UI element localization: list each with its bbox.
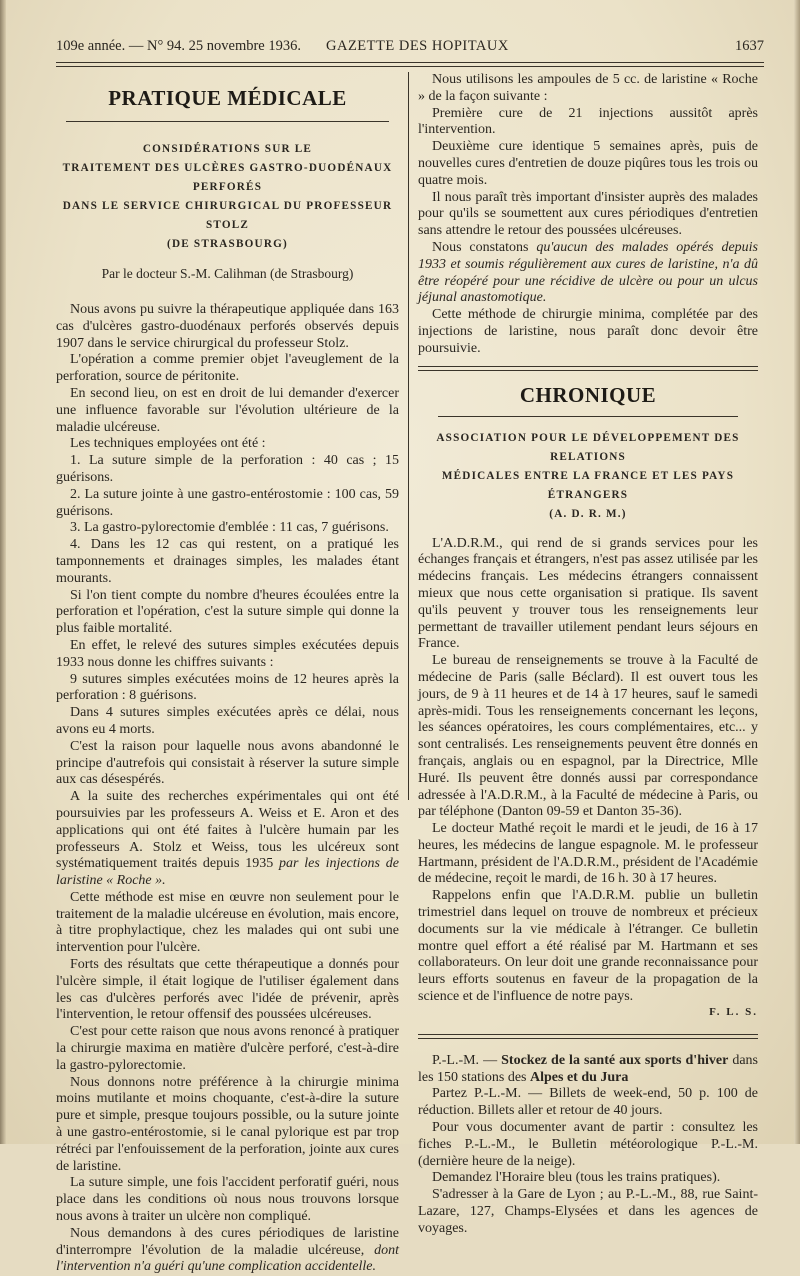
page-number: 1637 — [735, 38, 764, 54]
page-edge-right — [794, 0, 800, 1144]
ad-heading-mid: dans les 150 stations des — [418, 1052, 759, 1085]
article-title-line: TRAITEMENT DES ULCÈRES GASTRO-DUODÉNAUX PERFORÉS — [62, 162, 393, 193]
article-title-line: MÉDICALES ENTRE LA FRANCE ET LES PAYS ÉTRANGERS — [441, 469, 735, 501]
paragraph: Le bureau de renseignements se trouve à la Faculté de médecine de Paris (salle Béclard). Il est ouvert tous les jours, de 9 à 11 heures et de 14 à 17 heures, sauf le samedi après-midi. Tous les renseignements concernant les leçons, les séances opératoires, les cours complémentaires, etc... y sont centralisés. Les renseignements peuvent être donnés en français, anglais ou en espagnol, par la Directrice, Mlle Huré. Ils peuvent être donnés aussi par correspondance adressée à l'A.D.R.M., à la Faculté de médecine à Paris, ou par téléphone (Danton 09-59 et Danton 35-36). — [418, 653, 758, 820]
paragraph-text: Nous demandons à des cures périodiques de laristine d'interrompre l'évolution de la maladie ulcéreuse, — [56, 1225, 399, 1258]
left-column — [56, 72, 399, 1276]
ad-heading — [418, 1053, 758, 1087]
page-edge-left — [0, 0, 6, 1144]
paragraph: En second lieu, on est en droit de lui demander d'exercer une influence favorable sur l'évolution ultérieure de la maladie ulcéreuse. — [56, 385, 399, 435]
chronique-title: CHRONIQUE — [519, 382, 657, 407]
article-title-line: (A. D. R. M.) — [549, 507, 627, 520]
article-title-line: (DE STRASBOURG) — [167, 238, 288, 250]
ad-heading-prefix: P.-L.-M. — — [432, 1052, 498, 1068]
paragraph: 3. La gastro-pylorectomie d'emblée : 11 cas, 7 guérisons. — [70, 520, 389, 536]
ad-paragraph: S'adresser à la Gare de Lyon ; au P.-L.-M., 88, rue Saint-Lazare, 127, Champs-Elysées et dans les agences de voyages. — [418, 1187, 758, 1236]
paragraph: Première cure de 21 injections aussitôt après l'intervention. — [418, 105, 758, 138]
paragraph: Nous avons pu suivre la thérapeutique appliquée dans 163 cas d'ulcères gastro-duodénaux perforés observés depuis 1907 dans le service chirurgical du professeur Stolz. — [56, 302, 399, 351]
paragraph: L'opération a comme premier objet l'aveuglement de la perforation, source de péritonite. — [56, 352, 399, 385]
ad-paragraph: Partez P.-L.-M. — Billets de week-end, 50 p. 100 de réduction. Billets aller et retour de 40 jours. — [418, 1086, 758, 1119]
article-title-line: CONSIDÉRATIONS SUR LE — [142, 143, 313, 155]
paragraph: Cette méthode de chirurgie minima, complétée par des injections de laristine, nous paraît donc devoir être poursuivie. — [418, 307, 758, 356]
byline: Par le docteur S.-M. Calihman (de Strasbourg) — [101, 266, 354, 281]
paragraph-text: Nous constatons — [432, 239, 529, 255]
paragraph — [56, 789, 399, 890]
paragraph: Il nous paraît très important d'insister auprès des malades pour qu'ils se soumettent aux cures périodiques d'entretien sans attendre le retour des poussées ulcéreuses. — [418, 189, 758, 239]
header-rule — [56, 62, 764, 63]
journal-title: GAZETTE DES HOPITAUX — [326, 38, 509, 54]
paragraph: Le docteur Mathé reçoit le mardi et le jeudi, de 16 à 17 heures, les médecins de langue espagnole. M. le professeur Hartmann, président de l'A.D.R.M., président de l'Académie de médecine, reçoit le mardi, de 16 h. 30 à 17 heures. — [418, 821, 758, 887]
paragraph: L'A.D.R.M., qui rend de si grands services pour les échanges français et étrangers, n'est pas assez utilisée par les médecins français. Les médecins étrangers connaissent mieux que nous cette organisation si pratique. Ils savent qu'ils peuvent y trouver tous les renseignements leur permettant de travailler utilement pendant leurs séjours en France. — [418, 535, 758, 652]
paragraph: 4. Dans les 12 cas qui restent, on a pratiqué les tamponnements et drainages simples, les malades étant mourants. — [56, 537, 399, 586]
ad-paragraph: Demandez l'Horaire bleu (tous les trains pratiques). — [432, 1170, 721, 1186]
advertisement — [418, 1053, 758, 1238]
paragraph: Cette méthode est mise en œuvre non seulement pour le traitement de la maladie ulcéreuse en évolution, mais encore, à titre prophylactique, chez les malades qui ont subi une intervention pour l'ulcère. — [56, 889, 399, 956]
section-title: PRATIQUE MÉDICALE — [108, 86, 347, 110]
paragraph: En effet, le relevé des sutures simples exécutées depuis 1933 nous donne les chiffres suivants : — [56, 637, 399, 670]
paragraph — [418, 240, 758, 307]
right-column — [418, 72, 758, 1238]
paragraph: La suture simple, une fois l'accident perforatif guéri, nous place dans les conditions où nous nous trouvons lorsque nous avons à traiter un ulcère non compliqué. — [56, 1175, 399, 1225]
paragraph-italic: dont l'intervention n'a guéri qu'une complication accidentelle. — [56, 1242, 399, 1275]
paragraph: C'est pour cette raison que nous avons renoncé à pratiquer la chirurgie maxima en matière d'ulcère perforé, c'est-à-dire la gastro-pylorectomie. — [56, 1024, 399, 1073]
article-title — [56, 140, 399, 254]
running-header — [56, 36, 764, 58]
paragraph-text: A la suite des recherches expérimentales qui ont été poursuivies par les professeurs A. Weiss et E. Aron et des applications qui ont été faites à l'ulcère humain par les professeurs A. Stolz et Weiss, tous les ulcéreux sont systématiquement traités depuis 1935 — [56, 789, 399, 872]
paragraph: Forts des résultats que cette thérapeutique a donnés pour l'ulcère simple, il était logique de l'utiliser également dans les cas d'ulcères perforés avec l'idée de prévenir, après l'intervention, le retour offensif des poussées ulcéreuses. — [56, 957, 399, 1023]
article-title-line: ASSOCIATION POUR LE DÉVELOPPEMENT DES RELATIONS — [436, 431, 740, 463]
ad-paragraph: Pour vous documenter avant de partir : consultez les fiches P.-L.-M., le Bulletin météorologique P.-L.-M. (dernière heure de la neige). — [418, 1120, 758, 1169]
article-title-line: DANS LE SERVICE CHIRURGICAL DU PROFESSEUR STOLZ — [62, 200, 393, 231]
ad-heading-bold: Stockez de la santé aux sports d'hiver — [501, 1052, 729, 1068]
paragraph: Les techniques employées ont été : — [70, 436, 266, 452]
paragraph — [56, 1226, 399, 1276]
paragraph-italic: par les injections de laristine « Roche ». — [56, 856, 399, 889]
paragraph: Nous utilisons les ampoules de 5 cc. de laristine « Roche » de la façon suivante : — [418, 72, 758, 104]
ad-heading-bold2: Alpes et du Jura — [530, 1069, 629, 1085]
header-rule — [56, 66, 764, 67]
paragraph: Nous donnons notre préférence à la chirurgie minima moins mutilante et moins choquante, c'est-à-dire la suture pure et simple, presque toujours possible, ou la suture jointe à une gastro-entérostomie, si le canal pylorique est par trop rétréci par l'enfouissement de la perforation, jointe aux cures de laristine. — [56, 1074, 399, 1174]
paragraph: Deuxième cure identique 5 semaines après, puis de nouvelles cures d'entretien de douze piqûres tous les trois ou quatre mois. — [418, 139, 758, 188]
signature: F. L. S. — [709, 1005, 758, 1018]
paragraph: Si l'on tient compte du nombre d'heures écoulées entre la perforation et l'opération, c'est la suture simple qui donne la plus faible mortalité. — [56, 587, 399, 637]
paragraph: 1. La suture simple de la perforation : 40 cas ; 15 guérisons. — [56, 453, 399, 485]
paragraph: 9 sutures simples exécutées moins de 12 heures après la perforation : 8 guérisons. — [56, 671, 399, 704]
column-divider — [408, 72, 409, 800]
chronique-article-title — [418, 429, 758, 524]
paragraph: C'est la raison pour laquelle nous avons abandonné le principe d'autrefois qui consistait à réserver la suture simple aux cas désespérés. — [56, 738, 399, 788]
paragraph: Dans 4 sutures simples exécutées après ce délai, nous avons eu 4 morts. — [56, 705, 399, 737]
article-continuation — [418, 72, 758, 358]
paragraph: 2. La suture jointe à une gastro-entérostomie : 100 cas, 59 guérisons. — [56, 486, 399, 519]
article-body — [56, 302, 399, 1276]
chronique-body — [418, 536, 758, 1006]
paragraph-italic: qu'aucun des malades opérés depuis 1933 et soumis régulièrement aux cures de laristine, n'a dû être réopéré pour une récidive de ulcère ou pour un ulcus jéjunal anastomotique. — [418, 239, 758, 306]
paragraph: Rappelons enfin que l'A.D.R.M. publie un bulletin trimestriel dans lequel on trouve de nombreux et précieux documents sur la vie médicale à l'étranger. Ce bulletin montre quel effort a été réalisé par M. Hartmann et ses collaborateurs. On leur doit une grande reconnaissance pour leurs efforts soutenus en faveur de la propagation de la science et de l'influence de notre pays. — [418, 888, 758, 1005]
issue-info: 109e année. — N° 94. 25 novembre 1936. — [56, 38, 301, 54]
